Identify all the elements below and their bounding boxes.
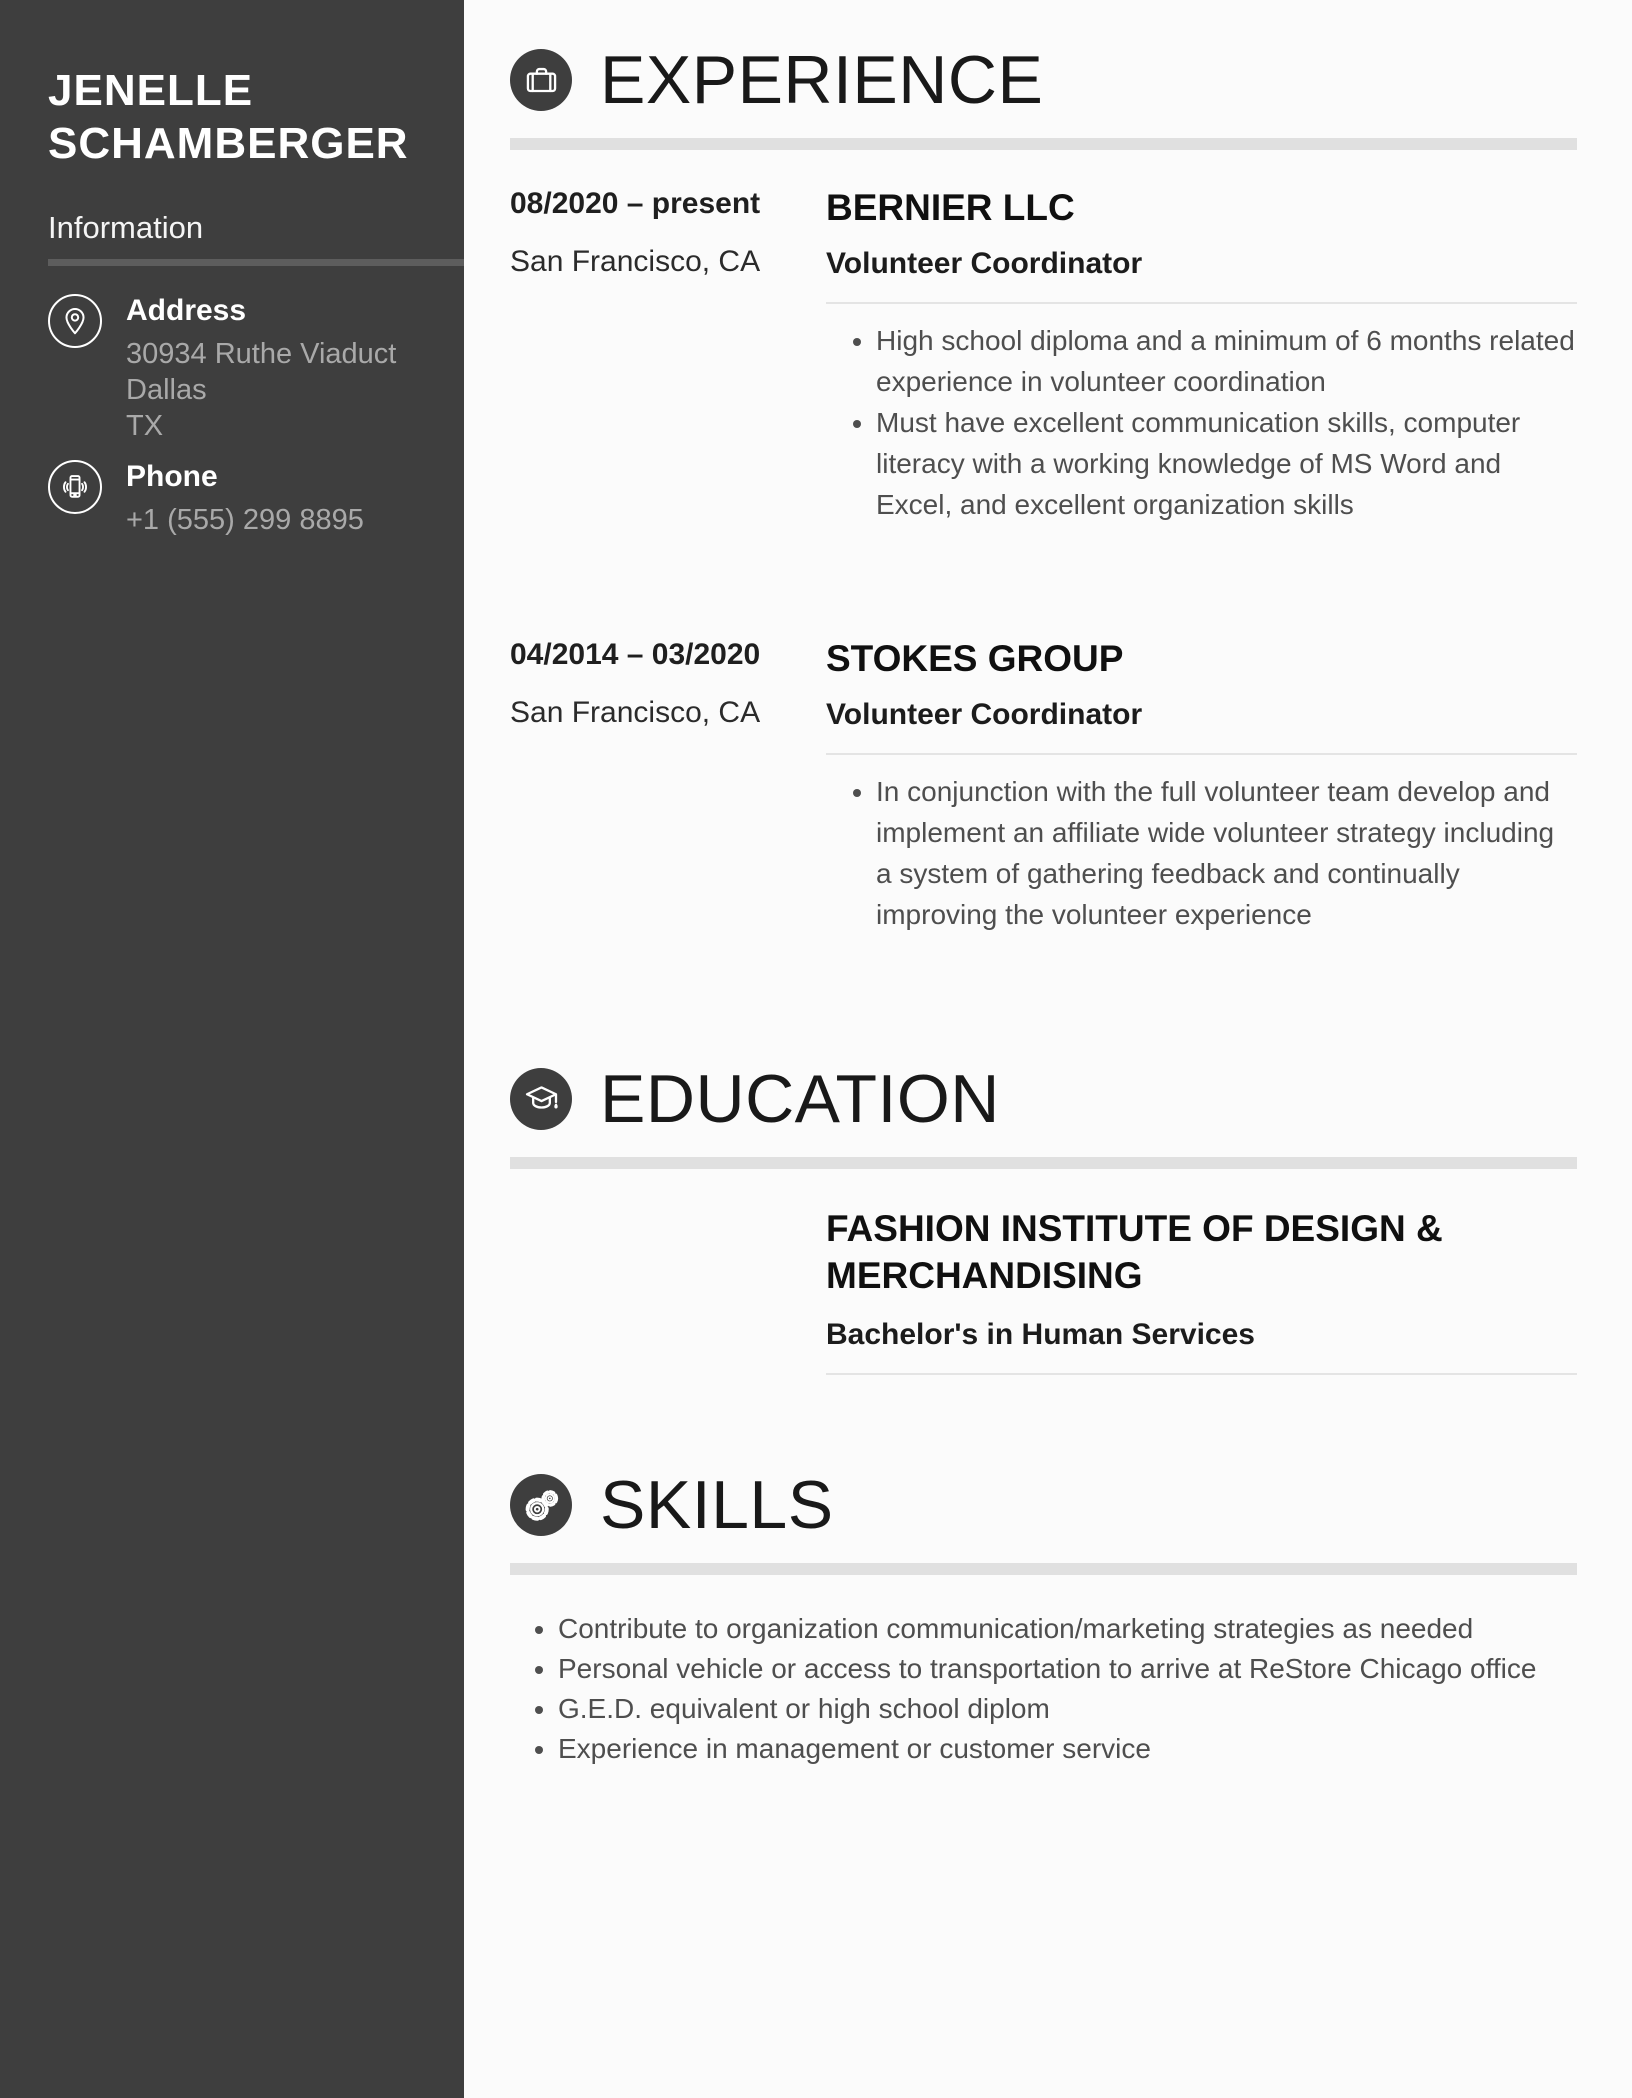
- entry-meta: [510, 637, 826, 935]
- skill-item: • G.E.D. equivalent or high school diplom: [558, 1689, 1577, 1729]
- entry-role: Volunteer Coordinator: [826, 698, 1143, 731]
- entry-bullet-list: [826, 320, 1577, 525]
- contact-address: [48, 294, 416, 444]
- entry-bullet-list: [826, 771, 1577, 935]
- skill-item: • Personal vehicle or access to transportation to arrive at ReStore Chicago office: [558, 1649, 1577, 1689]
- entry-dates: 04/2014 – 03/2020: [510, 638, 761, 671]
- address-street: 30934 Ruthe Viaduct: [126, 338, 397, 370]
- graduation-cap-icon: [510, 1068, 572, 1130]
- skills-underline: [510, 1563, 1577, 1575]
- gears-icon: [510, 1474, 572, 1536]
- candidate-name: [48, 64, 416, 170]
- entry-location: San Francisco, CA: [510, 696, 761, 729]
- skills-header: [510, 1467, 1577, 1543]
- candidate-last-name: SCHAMBERGER: [48, 119, 409, 168]
- entry-dates: 08/2020 – present: [510, 187, 761, 220]
- sidebar: [0, 0, 464, 2098]
- phone-label: Phone: [126, 460, 218, 493]
- address-lines: [126, 336, 396, 444]
- experience-entries: [510, 186, 1577, 935]
- entry-divider: [826, 753, 1577, 755]
- address-label: Address: [126, 294, 247, 327]
- information-heading: Information: [48, 210, 204, 245]
- experience-header: [510, 42, 1577, 118]
- briefcase-icon: [510, 49, 572, 111]
- skill-item: • Experience in management or customer service: [558, 1729, 1577, 1769]
- phone-icon: [48, 460, 102, 514]
- degree-name: Bachelor's in Human Services: [826, 1318, 1255, 1351]
- experience-section: [510, 42, 1577, 935]
- entry-details: [826, 186, 1577, 525]
- experience-entry: [510, 186, 1577, 525]
- entry-location: San Francisco, CA: [510, 245, 761, 278]
- skills-section: [510, 1467, 1577, 1769]
- education-header: [510, 1061, 1577, 1137]
- experience-title: EXPERIENCE: [600, 42, 1044, 118]
- school-name: FASHION INSTITUTE OF DESIGN & MERCHANDISING: [826, 1208, 1443, 1296]
- education-underline: [510, 1157, 1577, 1169]
- candidate-first-name: JENELLE: [48, 66, 254, 115]
- phone-lines: [126, 502, 364, 538]
- location-pin-icon: [48, 294, 102, 348]
- skills-title: SKILLS: [600, 1467, 834, 1543]
- entry-bullet: • High school diploma and a minimum of 6 months related experience in volunteer coordination: [876, 320, 1577, 402]
- education-entry: [826, 1205, 1577, 1375]
- entry-bullet: • Must have excellent communication skills, computer literacy with a working knowledge of MS Word and Excel, and excellent organization skills: [876, 402, 1577, 525]
- phone-block: [126, 460, 364, 538]
- information-divider: [48, 259, 464, 266]
- address-city: Dallas: [126, 374, 207, 406]
- entry-divider: [826, 302, 1577, 304]
- entry-meta: [510, 186, 826, 525]
- education-section: [510, 1061, 1577, 1375]
- experience-underline: [510, 138, 1577, 150]
- address-block: [126, 294, 396, 444]
- entry-details: [826, 637, 1577, 935]
- contact-phone: [48, 460, 416, 538]
- resume-body: [464, 0, 1632, 2098]
- entry-role: Volunteer Coordinator: [826, 247, 1143, 280]
- address-state: TX: [126, 410, 164, 442]
- skill-item: • Contribute to organization communication/marketing strategies as needed: [558, 1609, 1577, 1649]
- entry-company: STOKES GROUP: [826, 638, 1124, 679]
- education-divider: [826, 1373, 1577, 1375]
- education-title: EDUCATION: [600, 1061, 1000, 1137]
- entry-company: BERNIER LLC: [826, 187, 1075, 228]
- phone-number: +1 (555) 299 8895: [126, 504, 364, 536]
- entry-bullet: • In conjunction with the full volunteer team develop and implement an affiliate wide volunteer strategy including a system of gathering feedback and continually improving the volunteer experience: [876, 771, 1577, 935]
- experience-entry: [510, 637, 1577, 935]
- skills-list: [510, 1609, 1577, 1769]
